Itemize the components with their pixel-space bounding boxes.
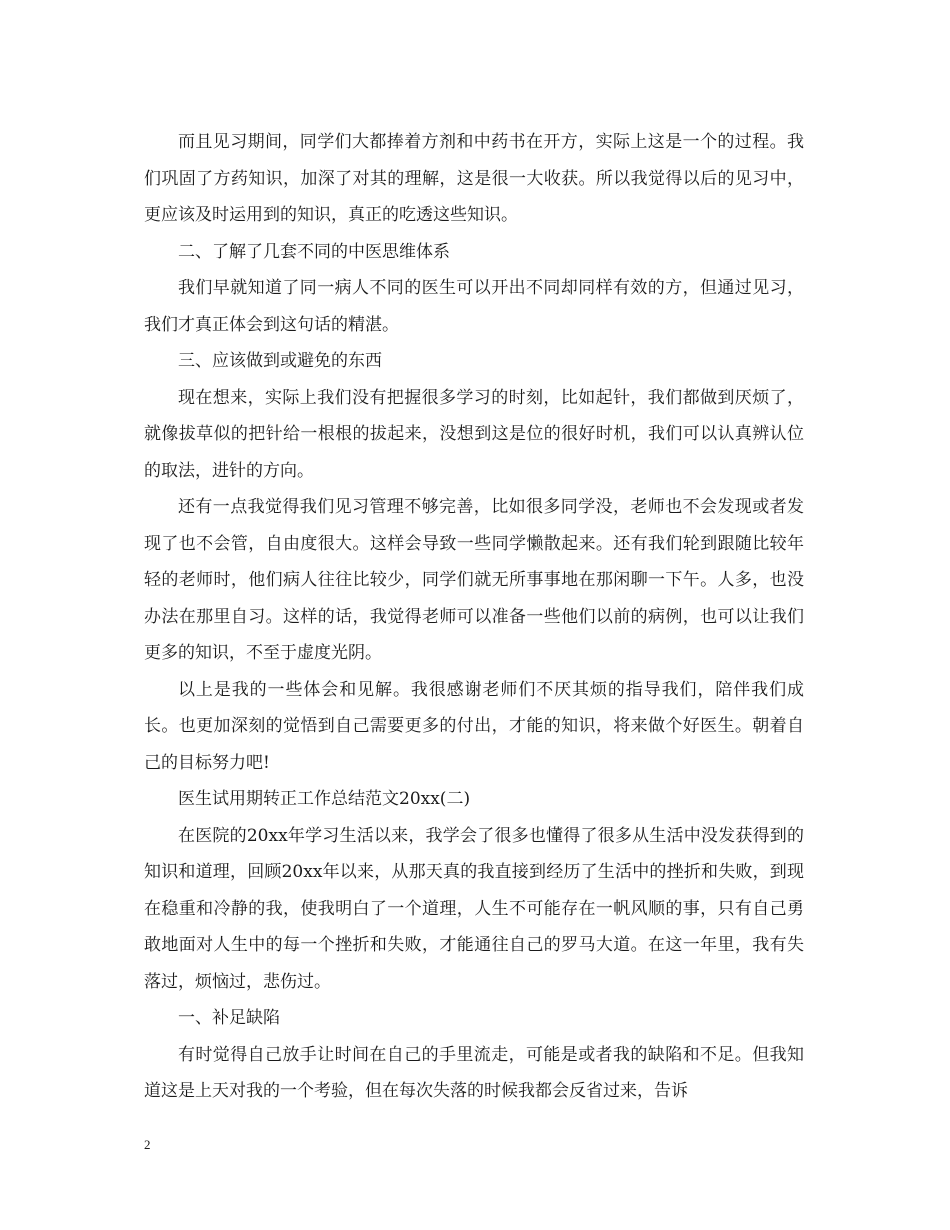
paragraph: 有时觉得自己放手让时间在自己的手里流走，可能是或者我的缺陷和不足。但我知道这是上天对我的一个考验，但在每次失落的时候我都会反省过来，告诉 (144, 1044, 804, 1101)
paragraph: 在医院的20xx年学习生活以来，我学会了很多也懂得了很多从生活中没发获得到的知识和道理，回顾20xx年以来，从那天真的我直接到经历了生活中的挫折和失败，到现在稳重和冷静的我，使我明白了一个道理，人生不可能存在一帆风顺的事，只有自己勇敢地面对人生中的每一个挫折和失败，才能通往自己的罗马大道。在这一年里，我有失落过，烦恼过，悲伤过。 (144, 825, 804, 992)
page-number: 2 (144, 1137, 151, 1152)
document-subtitle: 医生试用期转正工作总结范文20xx(二) (178, 789, 471, 809)
paragraph: 我们早就知道了同一病人不同的医生可以开出不同却同样有效的方，但通过见习，我们才真正体会到这句话的精湛。 (144, 278, 804, 335)
section-heading: 一、补足缺陷 (178, 1008, 280, 1028)
paragraph: 还有一点我觉得我们见习管理不够完善，比如很多同学没，老师也不会发现或者发现了也不会管，自由度很大。这样会导致一些同学懒散起来。还有我们轮到跟随比较年轻的老师时，他们病人往往比较少，同学们就无所事事地在那闲聊一下午。人多，也没办法在那里自习。这样的话，我觉得老师可以准备一些他们以前的病例，也可以让我们更多的知识，不至于虚度光阴。 (144, 497, 804, 663)
section-heading: 三、应该做到或避免的东西 (178, 351, 382, 371)
paragraph: 而且见习期间，同学们大都捧着方剂和中药书在开方，实际上这是一个的过程。我们巩固了方药知识，加深了对其的理解，这是很一大收获。所以我觉得以后的见习中，更应该及时运用到的知识，真正的吃透这些知识。 (144, 132, 804, 225)
paragraph: 现在想来，实际上我们没有把握很多学习的时刻，比如起针，我们都做到厌烦了，就像拔草似的把针给一根根的拔起来，没想到这是位的很好时机，我们可以认真辨认位的取法，进针的方向。 (144, 387, 804, 481)
document-body (144, 124, 804, 1110)
paragraph: 以上是我的一些体会和见解。我很感谢老师们不厌其烦的指导我们，陪伴我们成长。也更加深刻的觉悟到自己需要更多的付出，才能的知识，将来做个好医生。朝着自己的目标努力吧! (144, 679, 804, 773)
section-heading: 二、了解了几套不同的中医思维体系 (178, 241, 450, 262)
